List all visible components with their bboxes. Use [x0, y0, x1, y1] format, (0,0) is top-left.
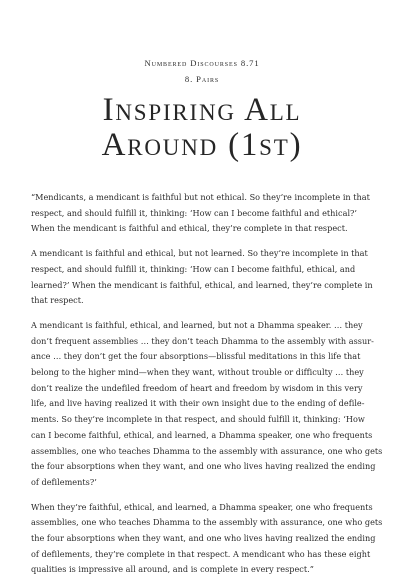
title-line-1: Inspiring All [102, 92, 302, 128]
text-line: assemblies, one who teaches Dhamma to the assembly with assurance, one who gets [31, 445, 383, 456]
body-text [31, 190, 383, 587]
paragraph-3 [31, 318, 383, 491]
text-line: the four absorptions when they want, and one who lives having realized the ending [31, 461, 376, 472]
text-line: assemblies, one who teaches Dhamma to the assembly with assurance, one who gets [31, 517, 383, 528]
text-line: ance … they don’t get the four absorptions—blissful meditations in this life that [31, 351, 361, 362]
text-line: life, and live having realized it with their own insight due to the ending of defile- [31, 398, 365, 409]
text-line: ments. So they’re incomplete in that respect, and should fulfill it, thinking: ‘How [31, 414, 365, 425]
text-line: don’t frequent assemblies … they don’t teach Dhamma to the assembly with assur- [31, 335, 374, 346]
text-line: of defilements?’ [31, 476, 97, 487]
text-line: respect, and should fulfill it, thinking: ‘How can I become faithful and ethical?’ [31, 207, 358, 218]
text-line: the four absorptions when they want, and one who lives having realized the ending [31, 533, 376, 544]
text-line: can I become faithful, ethical, and learned, a Dhamma speaker, one who frequents [31, 429, 373, 440]
text-line: learned?’ When the mendicant is faithful, ethical, and learned, they’re complete in [31, 279, 373, 290]
text-line: don’t realize the undefiled freedom of heart and freedom by wisdom in this very [31, 382, 363, 393]
text-line: “Mendicants, a mendicant is faithful but not ethical. So they’re incomplete in that [31, 192, 370, 202]
text-line: When they’re faithful, ethical, and learned, a Dhamma speaker, one who frequents [31, 501, 373, 512]
text-line: belong to the higher mind—when they want, without trouble or difficulty … they [31, 367, 364, 378]
paragraph-2 [31, 246, 374, 309]
text-line: When the mendicant is faithful and ethical, they’re complete in that respect. [31, 223, 348, 234]
text-line: respect, and should fulfill it, thinking: ‘How can I become faithful, ethical, and [31, 263, 356, 274]
text-line: that respect. [31, 295, 84, 306]
collection-header: Numbered Discourses 8.71 [144, 58, 260, 68]
page-title [0, 93, 404, 163]
paragraph-4 [31, 500, 383, 579]
section-header: 8. Pairs [184, 74, 220, 84]
paragraph-1 [31, 190, 374, 237]
text-line: A mendicant is faithful, ethical, and learned, but not a Dhamma speaker. … they [31, 319, 363, 330]
text-line: qualities is impressive all around, and is complete in every respect.” [31, 564, 314, 575]
text-line: of defilements, they’re complete in that respect. A mendicant who has these eight [31, 548, 371, 559]
title-line-2: Around (1st) [101, 127, 303, 163]
text-line: A mendicant is faithful and ethical, but not learned. So they’re incomplete in that [31, 248, 368, 259]
